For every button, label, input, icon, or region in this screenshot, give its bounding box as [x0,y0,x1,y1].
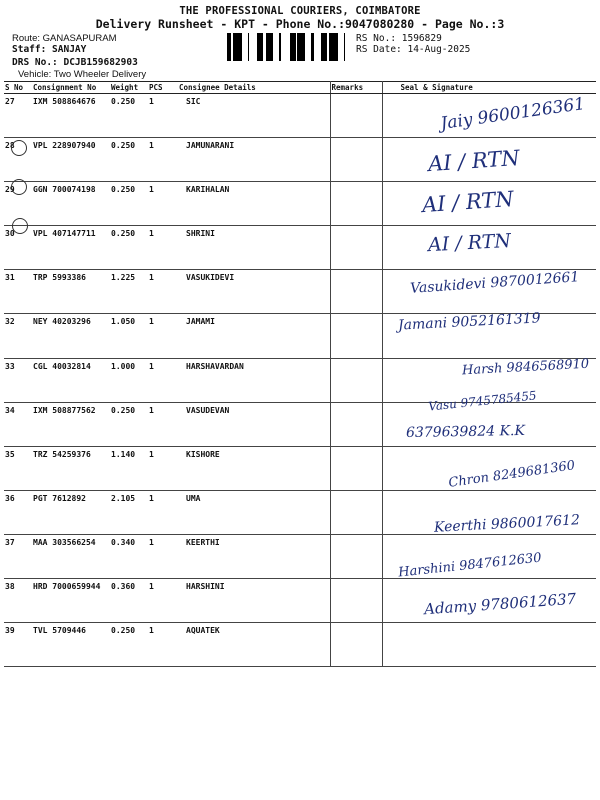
row-weight: 1.140 [110,446,148,490]
row-remarks [330,182,382,226]
col-consignment: Consignment No [32,82,110,94]
handwritten-signature: Keerthi 9860017612 [433,512,581,536]
row-consignee: SHRINI [178,226,330,270]
row-consignment: MAA 303566254 [32,534,110,578]
row-weight: 2.105 [110,490,148,534]
handwritten-signature: Vasukidevi 9870012661 [409,269,580,297]
drs-number: DRS No.: DCJB159682903 [12,57,138,68]
handwritten-signature: AI / RTN [427,145,521,177]
row-consignee: KEERTHI [178,534,330,578]
row-sno: 38 [4,579,32,623]
row-consignee: HARSHAVARDAN [178,358,330,402]
row-pcs: 1 [148,314,178,358]
row-pcs: 1 [148,94,178,138]
row-consignee: HARSHINI [178,579,330,623]
row-pcs: 1 [148,579,178,623]
row-consignment: HRD 7000659944 [32,579,110,623]
row-remarks [330,94,382,138]
row-signature-cell [382,623,596,667]
row-pcs: 1 [148,490,178,534]
barcode [227,33,353,61]
staff-label: Staff: SANJAY [12,44,87,55]
page-subtitle: Delivery Runsheet - KPT - Phone No.:9047080280 - Page No.:3 [95,17,505,31]
row-consignee: AQUATEK [178,623,330,667]
col-sno: S No [4,82,32,94]
handwritten-signature: Vasu 9745785455 [427,388,538,414]
row-sno: 35 [4,446,32,490]
row-pcs: 1 [148,446,178,490]
row-consignment: TRP 5993386 [32,270,110,314]
row-sno: 27 [4,94,32,138]
col-pcs: PCS [148,82,178,94]
row-consignment: TRZ 54259376 [32,446,110,490]
col-weight: Weight [110,82,148,94]
row-weight: 0.250 [110,94,148,138]
row-pcs: 1 [148,358,178,402]
rs-number: RS No.: 1596829 [356,33,442,44]
row-consignee: JAMUNARANI [178,138,330,182]
table-row [4,623,596,667]
row-consignment: TVL 5709446 [32,623,110,667]
row-pcs: 1 [148,226,178,270]
row-consignment: IXM 508877562 [32,402,110,446]
row-sno: 28 [4,138,32,182]
row-weight: 0.250 [110,402,148,446]
row-remarks [330,138,382,182]
row-weight: 0.340 [110,534,148,578]
col-signature: Seal & Signature [382,82,596,94]
row-remarks [330,579,382,623]
row-pcs: 1 [148,402,178,446]
handwritten-signature: 6379639824 K.K [405,422,526,442]
table-header-row [4,82,596,94]
row-consignee: UMA [178,490,330,534]
row-pcs: 1 [148,270,178,314]
row-weight: 1.050 [110,314,148,358]
handwritten-signature: Harshini 9847612630 [397,550,543,581]
handwritten-signature: Jaiy 9600126361 [439,93,587,135]
row-consignment: VPL 228907940 [32,138,110,182]
handwritten-signature: AI / RTN [421,186,515,218]
row-weight: 0.360 [110,579,148,623]
row-sno: 34 [4,402,32,446]
row-weight: 1.000 [110,358,148,402]
row-consignee: SIC [178,94,330,138]
row-consignment: CGL 40032814 [32,358,110,402]
row-pcs: 1 [148,182,178,226]
row-remarks [330,402,382,446]
row-consignee: KISHORE [178,446,330,490]
row-remarks [330,534,382,578]
row-remarks [330,314,382,358]
row-remarks [330,446,382,490]
col-remarks: Remarks [330,82,382,94]
row-sno: 37 [4,534,32,578]
row-sno: 30 [4,226,32,270]
row-remarks [330,358,382,402]
row-consignment: NEY 40203296 [32,314,110,358]
row-weight: 0.250 [110,623,148,667]
handwritten-signature: Harsh 9846568910 [461,356,590,379]
row-pcs: 1 [148,138,178,182]
row-consignment: PGT 7612892 [32,490,110,534]
row-sno: 36 [4,490,32,534]
row-weight: 0.250 [110,226,148,270]
row-remarks [330,270,382,314]
handwritten-signature: AI / RTN [427,229,512,257]
row-remarks [330,226,382,270]
circle-mark [11,179,27,195]
handwritten-signature: Jamani 9052161319 [397,310,541,334]
row-remarks [330,490,382,534]
row-pcs: 1 [148,534,178,578]
row-consignee: VASUDEVAN [178,402,330,446]
row-consignee: KARIHALAN [178,182,330,226]
handwritten-signature: Adamy 9780612637 [423,589,577,619]
row-consignment: GGN 700074198 [32,182,110,226]
row-weight: 0.250 [110,138,148,182]
row-remarks [330,623,382,667]
row-sno: 39 [4,623,32,667]
page-title: THE PROFESSIONAL COURIERS, COIMBATORE [179,5,421,17]
route-label: Route: GANASAPURAM [12,33,117,44]
handwritten-signature: Chron 8249681360 [447,458,577,491]
row-sno: 33 [4,358,32,402]
vehicle-label: Vehicle: Two Wheeler Delivery [18,69,147,80]
row-consignment: IXM 508864676 [32,94,110,138]
row-consignee: VASUKIDEVI [178,270,330,314]
row-consignment: VPL 407147711 [32,226,110,270]
col-consignee: Consignee Details [178,82,330,94]
row-sno: 29 [4,182,32,226]
row-weight: 0.250 [110,182,148,226]
circle-mark [12,218,28,234]
row-pcs: 1 [148,623,178,667]
row-sno: 31 [4,270,32,314]
row-sno: 32 [4,314,32,358]
row-consignee: JAMAMI [178,314,330,358]
rs-date: RS Date: 14-Aug-2025 [356,44,471,55]
circle-mark [11,140,27,156]
row-weight: 1.225 [110,270,148,314]
